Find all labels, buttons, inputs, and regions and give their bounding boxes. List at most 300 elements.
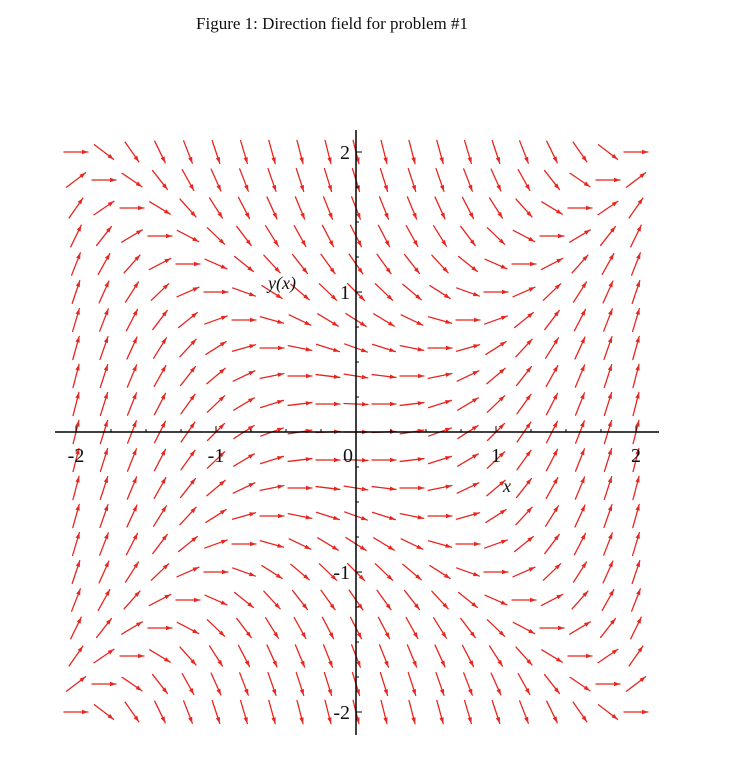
slope-arrow bbox=[94, 201, 114, 215]
slope-arrow bbox=[100, 533, 109, 555]
axes bbox=[55, 130, 659, 735]
slope-arrow bbox=[633, 309, 640, 332]
slope-arrow bbox=[490, 646, 503, 666]
slope-arrow bbox=[153, 171, 168, 190]
slope-arrow bbox=[297, 140, 304, 163]
slope-arrow bbox=[487, 368, 505, 383]
slope-arrow bbox=[601, 619, 616, 638]
slope-arrow bbox=[288, 374, 312, 378]
slope-arrow bbox=[316, 487, 340, 491]
slope-arrow bbox=[486, 510, 506, 523]
slope-arrow bbox=[484, 570, 508, 574]
slope-arrow bbox=[400, 457, 424, 461]
slope-arrow bbox=[601, 227, 616, 246]
slope-arrow bbox=[435, 645, 445, 667]
slope-arrow bbox=[207, 228, 224, 245]
slope-arrow bbox=[598, 705, 617, 720]
slope-arrow bbox=[545, 534, 560, 553]
slope-arrow bbox=[264, 255, 280, 273]
slope-arrow bbox=[288, 457, 312, 461]
slope-arrow bbox=[461, 226, 476, 245]
slope-arrow bbox=[604, 477, 612, 500]
slope-arrow bbox=[151, 564, 168, 581]
slope-arrow bbox=[401, 315, 423, 325]
slope-arrow bbox=[94, 145, 113, 160]
slope-arrow bbox=[122, 173, 142, 187]
slope-arrow bbox=[207, 396, 224, 413]
slope-arrow bbox=[154, 338, 167, 358]
slope-arrow bbox=[321, 254, 335, 274]
slope-arrow bbox=[260, 346, 284, 350]
slope-arrow bbox=[324, 197, 333, 219]
slope-arrow bbox=[179, 537, 198, 552]
slope-arrow bbox=[513, 230, 534, 241]
slope-arrow bbox=[437, 700, 444, 723]
slope-arrow bbox=[604, 533, 613, 555]
slope-arrow bbox=[71, 225, 82, 247]
slope-arrow bbox=[126, 533, 137, 554]
slope-arrow bbox=[542, 650, 563, 662]
slope-arrow bbox=[436, 673, 444, 696]
slope-arrow bbox=[233, 288, 256, 296]
slope-arrow bbox=[179, 313, 198, 328]
slope-arrow bbox=[576, 449, 585, 471]
slope-arrow bbox=[406, 618, 418, 639]
slope-arrow bbox=[380, 197, 389, 219]
slope-arrow bbox=[234, 454, 255, 466]
slope-arrow bbox=[486, 342, 506, 355]
slope-arrow bbox=[428, 541, 451, 548]
slope-arrow bbox=[293, 591, 308, 610]
slope-arrow bbox=[261, 400, 284, 408]
slope-arrow bbox=[205, 540, 228, 548]
x-axis-label: x bbox=[503, 476, 511, 496]
slope-arrow bbox=[317, 344, 340, 352]
slope-arrow bbox=[513, 567, 535, 577]
slope-arrow bbox=[267, 645, 277, 667]
slope-arrow bbox=[632, 281, 640, 304]
slope-arrow bbox=[72, 561, 80, 584]
slope-arrow bbox=[128, 449, 137, 471]
slope-arrow bbox=[405, 591, 420, 610]
slope-arrow bbox=[432, 255, 448, 273]
slope-arrow bbox=[632, 253, 641, 275]
slope-arrow bbox=[407, 197, 416, 219]
slope-arrow bbox=[177, 567, 199, 577]
slope-arrow bbox=[125, 702, 139, 722]
slope-arrow bbox=[206, 342, 226, 355]
slope-arrow bbox=[456, 542, 480, 546]
slope-arrow bbox=[66, 677, 85, 692]
slope-arrow bbox=[184, 701, 193, 723]
slope-arrow bbox=[72, 253, 81, 275]
slope-arrow bbox=[180, 507, 196, 525]
slope-arrow bbox=[381, 140, 388, 163]
slope-arrow bbox=[603, 281, 613, 303]
slope-arrow bbox=[127, 365, 136, 387]
slope-arrow bbox=[234, 398, 255, 410]
slope-arrow bbox=[487, 620, 504, 637]
slope-arrow bbox=[400, 401, 424, 405]
slope-arrow bbox=[491, 169, 501, 191]
slope-arrow bbox=[428, 514, 452, 518]
slope-arrow bbox=[487, 396, 504, 413]
slope-arrow bbox=[401, 539, 423, 549]
slope-arrow bbox=[547, 141, 558, 163]
slope-arrow bbox=[604, 337, 612, 360]
slope-arrow bbox=[318, 538, 339, 550]
slope-arrow bbox=[428, 373, 452, 379]
slope-arrow bbox=[485, 540, 508, 548]
slope-arrow bbox=[546, 393, 557, 414]
slope-arrow bbox=[120, 206, 144, 210]
slope-arrow bbox=[288, 346, 312, 352]
slope-arrow bbox=[574, 309, 585, 330]
slope-arrow bbox=[180, 199, 196, 217]
slope-arrow bbox=[515, 313, 534, 328]
slope-arrow bbox=[465, 141, 472, 164]
slope-arrow bbox=[598, 145, 617, 160]
slope-arrow bbox=[633, 504, 640, 527]
slope-arrow bbox=[297, 700, 304, 723]
slope-arrow bbox=[233, 371, 255, 381]
slope-arrow bbox=[545, 171, 560, 190]
slope-arrow bbox=[429, 400, 452, 408]
slope-arrow bbox=[432, 591, 448, 609]
slope-arrow bbox=[126, 562, 139, 582]
slope-arrow bbox=[633, 533, 640, 556]
slope-arrow bbox=[517, 367, 532, 386]
slope-arrow bbox=[429, 456, 452, 464]
slope-arrow bbox=[235, 257, 254, 272]
tick-labels bbox=[68, 142, 641, 724]
y-tick-label: 2 bbox=[340, 142, 350, 164]
slope-arrow bbox=[100, 393, 107, 416]
slope-arrow bbox=[181, 367, 196, 386]
slope-arrow bbox=[513, 287, 535, 297]
slope-arrow bbox=[400, 346, 424, 352]
slope-arrow bbox=[204, 290, 228, 294]
slope-arrow bbox=[241, 141, 248, 164]
slope-arrow bbox=[205, 259, 227, 269]
slope-arrow bbox=[148, 234, 172, 238]
slope-arrow bbox=[546, 338, 559, 358]
slope-arrow bbox=[598, 201, 618, 215]
slope-arrow bbox=[92, 178, 116, 182]
slope-arrow bbox=[604, 393, 611, 416]
slope-arrow bbox=[181, 479, 196, 498]
slope-arrow bbox=[260, 317, 283, 324]
slope-arrow bbox=[457, 568, 480, 576]
slope-arrow bbox=[576, 393, 585, 415]
slope-arrow bbox=[598, 649, 618, 663]
slope-arrow bbox=[325, 700, 332, 723]
slope-arrow bbox=[378, 225, 389, 246]
slope-arrow bbox=[99, 561, 109, 583]
slope-arrow bbox=[235, 593, 254, 608]
slope-arrow bbox=[100, 365, 108, 388]
figure-caption: Figure 1: Direction field for problem #1 bbox=[196, 14, 468, 33]
slope-arrow bbox=[624, 710, 648, 714]
slope-arrow bbox=[626, 677, 645, 692]
slope-arrow bbox=[428, 485, 452, 491]
slope-arrow bbox=[542, 202, 563, 214]
slope-arrow bbox=[100, 449, 107, 472]
slope-arrow bbox=[288, 486, 312, 490]
slope-arrow bbox=[485, 595, 507, 605]
slope-arrow bbox=[540, 234, 564, 238]
slope-arrow bbox=[120, 654, 144, 658]
slope-arrow bbox=[289, 539, 311, 549]
slope-arrow bbox=[260, 373, 284, 379]
slope-arrow bbox=[210, 646, 223, 666]
slope-arrow bbox=[541, 258, 562, 269]
slope-arrow bbox=[492, 141, 500, 164]
slope-arrow bbox=[459, 257, 478, 272]
slope-arrow bbox=[149, 258, 170, 269]
slope-arrow bbox=[633, 364, 640, 387]
slope-arrow bbox=[409, 700, 416, 723]
slope-arrow bbox=[182, 674, 194, 695]
slope-arrow bbox=[73, 392, 80, 415]
slope-arrow bbox=[294, 618, 306, 639]
slope-arrow bbox=[260, 514, 284, 518]
slope-arrow bbox=[381, 700, 388, 723]
slope-arrow bbox=[325, 140, 332, 163]
slope-arrow bbox=[316, 402, 340, 406]
slope-arrow bbox=[574, 282, 587, 302]
slope-arrow bbox=[406, 226, 418, 247]
slope-arrow bbox=[122, 230, 143, 242]
slope-arrow bbox=[543, 284, 560, 301]
slope-arrow bbox=[92, 682, 116, 686]
slope-arrow bbox=[296, 169, 304, 192]
slope-arrow bbox=[100, 309, 109, 331]
slope-arrow bbox=[540, 626, 564, 630]
x-tick-label: 1 bbox=[491, 445, 501, 467]
slope-arrow bbox=[516, 507, 532, 525]
slope-arrow bbox=[266, 618, 279, 638]
slope-arrow bbox=[487, 228, 504, 245]
slope-arrow bbox=[602, 590, 614, 611]
slope-arrow bbox=[268, 169, 276, 192]
slope-arrow bbox=[436, 169, 444, 192]
slope-arrow bbox=[150, 650, 171, 662]
slope-arrow bbox=[73, 364, 80, 387]
slope-arrow bbox=[430, 286, 450, 299]
slope-arrow bbox=[403, 284, 421, 299]
slope-arrow bbox=[573, 142, 587, 162]
slope-arrow bbox=[240, 673, 249, 695]
slope-arrow bbox=[207, 368, 225, 383]
slope-arrow bbox=[148, 626, 172, 630]
slope-arrow bbox=[374, 538, 395, 550]
slope-arrow bbox=[541, 594, 562, 605]
slope-arrow bbox=[631, 617, 642, 639]
slope-arrow bbox=[321, 590, 335, 610]
slope-arrow bbox=[430, 566, 450, 579]
slope-arrow bbox=[373, 344, 396, 352]
slope-arrow bbox=[492, 701, 500, 724]
slope-arrow bbox=[491, 673, 501, 695]
slope-arrow bbox=[232, 344, 255, 351]
slope-arrow bbox=[604, 365, 612, 388]
slope-arrow bbox=[631, 225, 642, 247]
x-tick-label: -1 bbox=[207, 445, 225, 467]
slope-arrow bbox=[181, 394, 195, 414]
slope-arrow bbox=[570, 677, 590, 691]
slope-arrow bbox=[435, 197, 445, 219]
slope-arrow bbox=[122, 677, 142, 691]
slope-arrow bbox=[513, 622, 534, 633]
slope-arrow bbox=[380, 645, 389, 667]
slope-arrow bbox=[408, 169, 416, 192]
slope-arrow bbox=[318, 314, 339, 326]
slope-arrow bbox=[632, 561, 640, 584]
slope-arrow bbox=[149, 594, 170, 605]
slope-arrow bbox=[517, 394, 531, 414]
slope-arrow bbox=[462, 645, 473, 666]
slope-arrow bbox=[543, 564, 560, 581]
slope-arrow bbox=[210, 198, 223, 218]
slope-arrow bbox=[295, 197, 304, 219]
slope-arrow bbox=[94, 649, 114, 663]
slope-arrow bbox=[206, 510, 226, 523]
slope-arrow bbox=[73, 533, 80, 556]
slope-arrow bbox=[434, 618, 447, 638]
slope-arrow bbox=[64, 710, 88, 714]
slope-arrow bbox=[237, 618, 252, 637]
slope-arrow bbox=[211, 169, 221, 191]
slope-arrow bbox=[64, 150, 88, 154]
slope-arrow bbox=[400, 486, 424, 490]
slope-arrow bbox=[545, 310, 560, 329]
slope-arrow bbox=[73, 476, 80, 499]
slope-arrow bbox=[517, 479, 532, 498]
slope-arrow bbox=[629, 198, 643, 218]
slope-arrow bbox=[180, 647, 196, 665]
slope-arrow bbox=[403, 564, 421, 579]
slope-arrow bbox=[372, 375, 396, 379]
slope-arrow bbox=[518, 170, 530, 191]
slope-arrow bbox=[464, 673, 473, 695]
slope-arrow bbox=[180, 339, 196, 357]
slope-arrow bbox=[518, 674, 530, 695]
slope-arrow bbox=[633, 336, 640, 359]
slope-arrow bbox=[568, 206, 592, 210]
slope-arrow bbox=[66, 173, 85, 188]
slope-arrow bbox=[212, 141, 220, 164]
slope-arrow bbox=[380, 673, 387, 696]
slope-arrow bbox=[98, 590, 110, 611]
slope-arrow bbox=[465, 701, 472, 724]
slope-arrow bbox=[127, 505, 137, 527]
slope-arrow bbox=[324, 645, 333, 667]
slope-arrow bbox=[575, 477, 584, 499]
slope-arrow bbox=[512, 598, 536, 602]
x-tick-label: 0 bbox=[343, 445, 353, 467]
slope-arrow bbox=[485, 259, 507, 269]
slope-arrow bbox=[372, 402, 396, 406]
slope-arrow bbox=[151, 284, 168, 301]
slope-arrow bbox=[204, 570, 228, 574]
slope-arrow bbox=[72, 281, 80, 304]
slope-arrow bbox=[237, 226, 252, 245]
slope-arrow bbox=[293, 255, 308, 274]
slope-arrow bbox=[457, 371, 479, 381]
slope-arrow bbox=[546, 506, 559, 526]
slope-arrow bbox=[372, 458, 396, 462]
slope-arrow bbox=[124, 255, 140, 273]
slope-arrow bbox=[154, 506, 167, 526]
slope-arrow bbox=[458, 454, 479, 466]
slope-arrow bbox=[316, 375, 340, 379]
slope-arrow bbox=[176, 262, 200, 266]
slope-arrow bbox=[604, 309, 613, 331]
slope-arrow bbox=[602, 254, 614, 275]
slope-arrow bbox=[459, 593, 478, 608]
slope-arrow bbox=[575, 505, 585, 527]
slope-arrow bbox=[408, 673, 416, 696]
slope-arrow bbox=[73, 336, 80, 359]
slope-arrow bbox=[232, 512, 255, 519]
slope-arrow bbox=[629, 646, 643, 666]
slope-arrow bbox=[153, 310, 168, 329]
slope-arrow bbox=[603, 561, 613, 583]
slope-arrow bbox=[407, 645, 416, 667]
slope-arrow bbox=[154, 449, 165, 470]
slope-arrow bbox=[233, 568, 256, 576]
slope-arrow bbox=[205, 316, 228, 324]
slope-arrow bbox=[181, 450, 195, 470]
slope-arrow bbox=[288, 401, 312, 405]
slope-arrow bbox=[516, 339, 532, 357]
slope-arrow bbox=[238, 197, 249, 218]
slope-arrow bbox=[100, 505, 108, 528]
slope-arrow bbox=[72, 589, 81, 611]
y-axis-label: y(x) bbox=[268, 273, 296, 293]
slope-arrow bbox=[127, 477, 136, 499]
slope-arrow bbox=[633, 392, 640, 415]
slope-arrow bbox=[324, 169, 331, 192]
slope-arrow bbox=[260, 485, 284, 491]
slope-arrow bbox=[373, 512, 396, 520]
slope-arrow bbox=[268, 673, 276, 696]
slope-arrow bbox=[400, 374, 424, 378]
slope-arrow bbox=[574, 533, 585, 554]
slope-arrow bbox=[154, 366, 166, 387]
slope-arrow bbox=[232, 542, 256, 546]
y-tick-label: -1 bbox=[333, 562, 350, 584]
slope-arrow bbox=[125, 142, 139, 162]
slope-arrow bbox=[155, 701, 166, 723]
slope-arrow bbox=[207, 480, 225, 495]
slope-arrow bbox=[212, 701, 220, 724]
slope-arrow bbox=[568, 654, 592, 658]
slope-arrow bbox=[211, 673, 221, 695]
slope-arrow bbox=[461, 618, 476, 637]
slope-arrow bbox=[150, 202, 171, 214]
slope-arrow bbox=[98, 254, 110, 275]
slope-arrow bbox=[573, 702, 587, 722]
slope-arrow bbox=[632, 589, 641, 611]
slope-arrow bbox=[458, 398, 479, 410]
slope-arrow bbox=[184, 141, 193, 163]
slope-arrow bbox=[516, 199, 532, 217]
slope-arrow bbox=[295, 645, 304, 667]
slope-arrow bbox=[570, 173, 590, 187]
slope-arrow bbox=[73, 504, 80, 527]
